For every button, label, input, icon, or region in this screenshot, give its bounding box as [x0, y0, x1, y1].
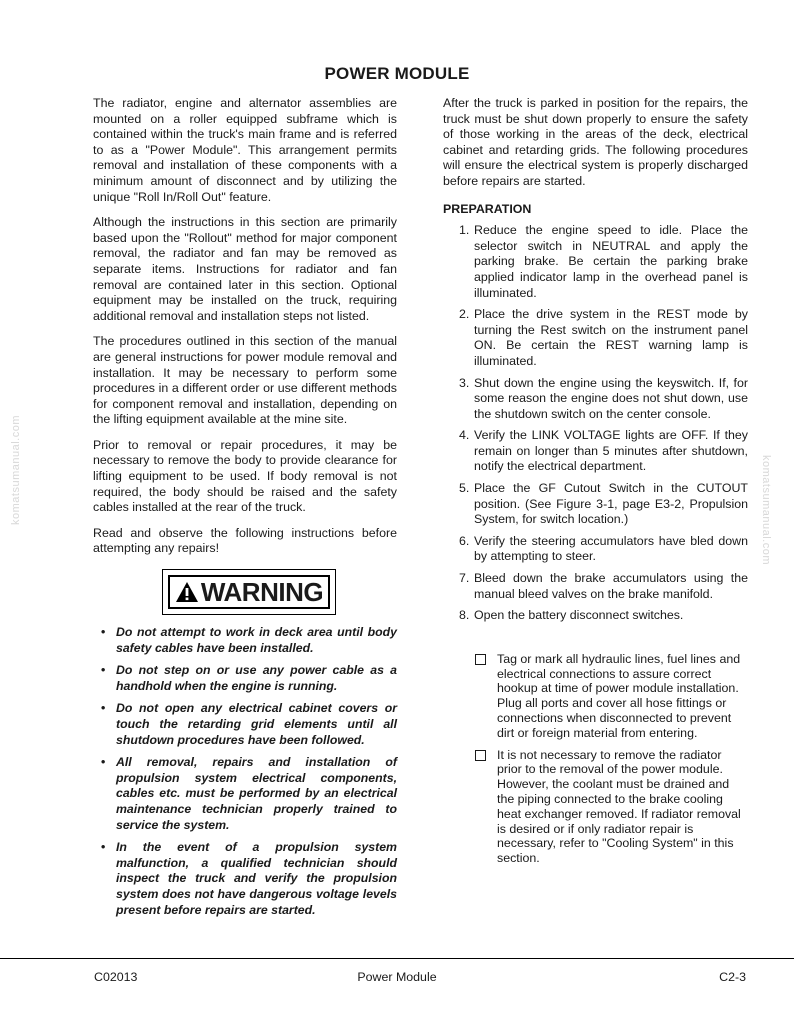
- warning-list: [93, 625, 397, 918]
- checkbox-notes: [443, 652, 748, 866]
- list-item: 8. Open the battery disconnect switches.: [459, 608, 684, 623]
- watermark-left: komatsumanual.com: [10, 415, 22, 525]
- list-item: 1. Reduce the engine speed to idle. Place the selector switch in NEUTRAL and apply the parking brake. Be certain the parking brake applied indicator lamp in the overhead panel is illuminated.: [459, 223, 748, 300]
- intro-paragraph: After the truck is parked in position for the repairs, the truck must be shut down properly to ensure the safety of those working in the areas of the deck, electrical cabinet and retarding grids. The following procedures will ensure the electrical system is properly discharged before repairs are started.: [443, 96, 748, 188]
- list-item: • Do not open any electrical cabinet covers or touch the retarding grid elements until all shutdown procedures have been followed.: [101, 701, 397, 747]
- list-item: • Do not step on or use any power cable as a handhold when the engine is running.: [101, 663, 397, 693]
- left-column: [93, 96, 397, 925]
- right-column: [443, 96, 748, 873]
- list-item: 4. Verify the LINK VOLTAGE lights are OFF. If they remain on longer than 5 minutes after shutdown, notify the electrical department.: [459, 428, 748, 474]
- paragraph: Although the instructions in this section are primarily based upon the "Rollout" method for major component removal, the radiator and fan may be removed as separate items. Instructions for radiator and fan removal are contained later in this section. Optional equipment may be installed on the truck, requiring additional removal and installation steps not listed.: [93, 215, 397, 323]
- warning-triangle-icon: [175, 581, 199, 603]
- footer-divider: [0, 958, 794, 959]
- section-heading: PREPARATION: [443, 201, 532, 216]
- list-item: 2. Place the drive system in the REST mode by turning the Rest switch on the instrument panel ON. Be certain the REST warning lamp is illuminated.: [459, 307, 748, 368]
- paragraph: The radiator, engine and alternator assemblies are mounted on a roller equipped subframe which is contained within the truck's main frame and is referred to as a "Power Module". This arrangement permits removal and installation of these components with a minimum amount of disconnect and by utilizing the unique "Roll In/Roll Out" feature.: [93, 96, 397, 204]
- checkbox-icon: [475, 654, 486, 665]
- page-title: POWER MODULE: [324, 64, 470, 83]
- list-item: • In the event of a propulsion system malfunction, a qualified technician should inspect the truck and verify the propulsion system does not have dangerous voltage levels present before repairs are started.: [101, 840, 397, 917]
- warning-label: WARNING: [200, 577, 324, 608]
- checkbox-icon: [475, 750, 486, 761]
- warning-sign: [162, 569, 336, 615]
- list-item: 7. Bleed down the brake accumulators using the manual bleed valves on the brake manifold.: [459, 571, 748, 601]
- footer-code: C02013: [94, 970, 138, 984]
- footer-section-name: Power Module: [357, 970, 437, 984]
- paragraph: The procedures outlined in this section of the manual are general instructions for power module removal and installation. It may be necessary to perform some procedures in a different order or use different methods for component removal and installation, depending on the lifting equipment available at the mine site.: [93, 334, 397, 427]
- list-item: • Do not attempt to work in deck area until body safety cables have been installed.: [101, 625, 397, 655]
- list-item: 3. Shut down the engine using the keyswitch. If, for some reason the engine does not shut down, use the shutdown switch on the center console.: [459, 375, 748, 421]
- page-number: C2-3: [719, 970, 746, 984]
- paragraph: Prior to removal or repair procedures, it may be necessary to remove the body to provide clearance for lifting equipment to be used. If body removal is not required, the body should be raised and the safety cables installed at the rear of the truck.: [93, 437, 397, 515]
- list-item: 5. Place the GF Cutout Switch in the CUTOUT position. (See Figure 3-1, page E3-2, Propulsion System, for switch location.): [459, 481, 748, 527]
- list-item: 6. Verify the steering accumulators have bled down by attempting to steer.: [459, 533, 748, 564]
- list-item: It is not necessary to remove the radiator prior to the removal of the power module. However, the coolant must be drained and the piping connected to the brake cooling heat exchanger removed. If radiator removal is desired or if only radiator repair is necessary, refer to "Cooling System" in this section.: [475, 748, 748, 866]
- watermark-right: komatsumanual.com: [760, 455, 772, 565]
- paragraph: Read and observe the following instructions before attempting any repairs!: [93, 525, 397, 556]
- list-item: Tag or mark all hydraulic lines, fuel lines and electrical connections to assure correct hookup at time of power module installation. Plug all ports and cover all hose fittings or connections when disconnected to prevent dirt or foreign material from entering.: [475, 652, 748, 741]
- preparation-steps: [443, 223, 748, 624]
- list-item: • All removal, repairs and installation of propulsion system electrical components, cables etc. must be performed by an electrical maintenance technician properly trained to service the system.: [101, 755, 397, 832]
